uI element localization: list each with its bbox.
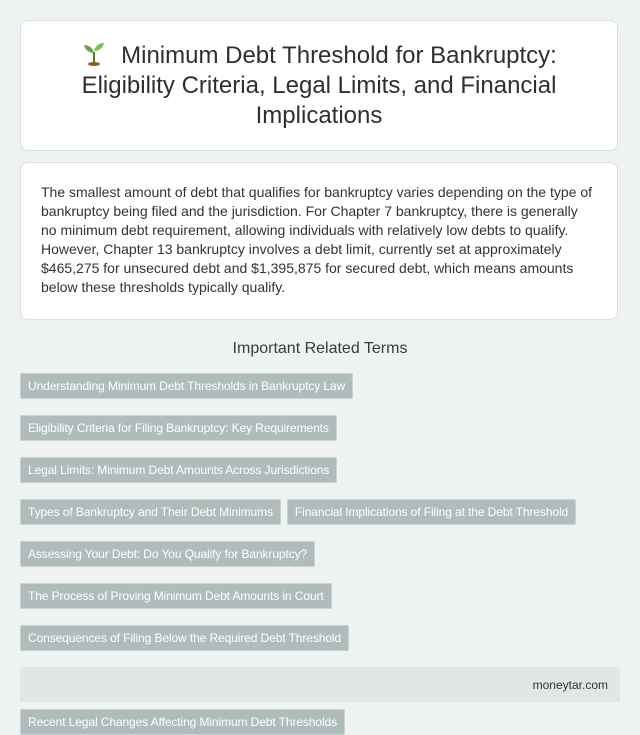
intro-card — [20, 162, 618, 320]
related-term-tag[interactable]: Consequences of Filing Below the Required Debt Threshold — [20, 625, 349, 651]
page-title-text: Minimum Debt Threshold for Bankruptcy: Eligibility Criteria, Legal Limits, and Financial Implications — [81, 42, 557, 129]
footer-brand[interactable]: moneytar.com — [532, 677, 608, 692]
sprout-icon — [81, 40, 107, 66]
page-title — [61, 40, 577, 131]
related-term-tag[interactable]: Legal Limits: Minimum Debt Amounts Across Jurisdictions — [20, 457, 337, 483]
footer-bar — [20, 667, 620, 702]
intro-paragraph: The smallest amount of debt that qualifies for bankruptcy varies depending on the type of bankruptcy being filed and the jurisdiction. For Chapter 7 bankruptcy, there is generally no minimum debt requirement, allowing individuals with relatively low debts to qualify. However, Chapter 13 bankruptcy involves a debt limit, currently set at approximately $465,275 for unsecured debt and $1,395,875 for secured debt, which means amounts below these thresholds typically qualify. — [41, 184, 592, 295]
title-card — [20, 20, 618, 151]
related-term-tag[interactable]: Financial Implications of Filing at the Debt Threshold — [287, 499, 576, 525]
related-term-tag[interactable]: The Process of Proving Minimum Debt Amounts in Court — [20, 583, 332, 609]
related-term-tag[interactable]: Types of Bankruptcy and Their Debt Minimums — [20, 499, 281, 525]
related-term-tag[interactable]: Recent Legal Changes Affecting Minimum Debt Thresholds — [20, 709, 345, 735]
related-term-tag[interactable]: Assessing Your Debt: Do You Qualify for Bankruptcy? — [20, 541, 315, 567]
related-terms-heading: Important Related Terms — [232, 340, 408, 357]
related-term-tag[interactable]: Eligibility Criteria for Filing Bankruptcy: Key Requirements — [20, 415, 337, 441]
related-term-tag[interactable]: Understanding Minimum Debt Thresholds in Bankruptcy Law — [20, 373, 353, 399]
